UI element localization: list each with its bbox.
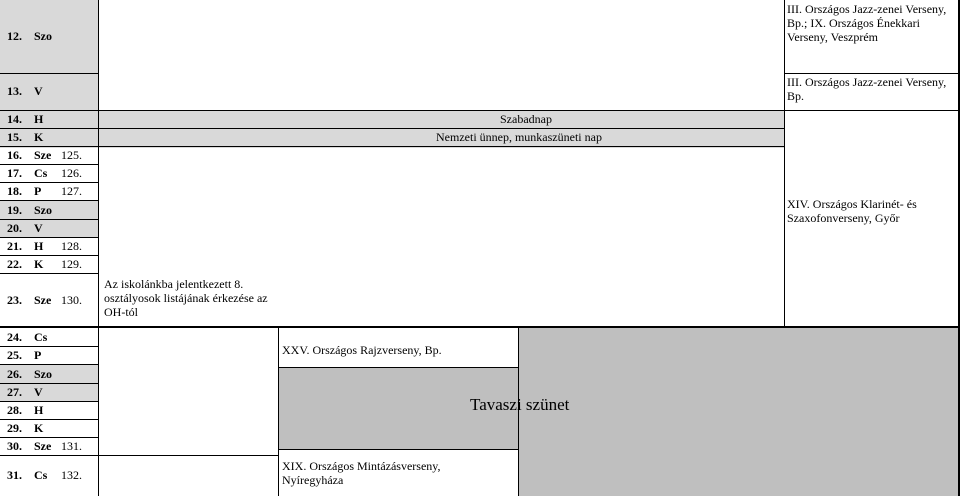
day-num: 31. — [7, 468, 22, 482]
event-jazz: III. Országos Jazz-zenei Verseny, Bp. — [787, 75, 947, 103]
day-num: 12. — [7, 29, 22, 43]
day-name: Sze — [34, 439, 52, 453]
day-name: V — [34, 84, 43, 98]
day-name: H — [34, 112, 44, 126]
event-rajzverseny: XXV. Országos Rajzverseny, Bp. — [282, 343, 442, 357]
day-count: 125. — [61, 148, 82, 162]
day-count: 129. — [61, 257, 82, 271]
event-szabadnap: Szabadnap — [500, 112, 552, 126]
day-count: 130. — [61, 293, 82, 307]
day-num: 29. — [7, 421, 22, 435]
day-name: P — [34, 348, 42, 362]
day-name: Sze — [34, 293, 52, 307]
day-count: 126. — [61, 166, 82, 180]
day-num: 22. — [7, 257, 22, 271]
day-name: V — [34, 385, 43, 399]
day-name: Szo — [34, 29, 52, 43]
day-count: 127. — [61, 184, 82, 198]
day-num: 21. — [7, 239, 22, 253]
day-name: P — [34, 184, 42, 198]
day-num: 23. — [7, 293, 22, 307]
day-num: 20. — [7, 221, 22, 235]
day-name: Szo — [34, 367, 52, 381]
day-count: 128. — [61, 239, 82, 253]
day-name: V — [34, 221, 43, 235]
day-name: Cs — [34, 330, 48, 344]
day-num: 16. — [7, 148, 22, 162]
day-num: 17. — [7, 166, 22, 180]
event-mintazasverseny: XIX. Országos Mintázásverseny, Nyíregyháza — [282, 459, 441, 487]
day-name: K — [34, 257, 44, 271]
day-name: Sze — [34, 148, 52, 162]
day-name: Szo — [34, 203, 52, 217]
event-tavaszi-szunet: Tavaszi szünet — [470, 395, 570, 414]
day-num: 26. — [7, 367, 22, 381]
day-count: 131. — [61, 439, 82, 453]
day-num: 27. — [7, 385, 22, 399]
event-klarinet: XIV. Országos Klarinét- és Szaxofonverseny, Győr — [787, 197, 917, 225]
day-num: 24. — [7, 330, 22, 344]
day-count: 132. — [61, 468, 82, 482]
day-name: K — [34, 421, 44, 435]
event-jazz-enekkari: III. Országos Jazz-zenei Verseny, Bp.; IX. Országos Énekkari Verseny, Veszprém — [787, 2, 947, 44]
holiday-shade-14-15 — [0, 110, 784, 148]
day-num: 13. — [7, 84, 22, 98]
day-num: 18. — [7, 184, 22, 198]
day-num: 25. — [7, 348, 22, 362]
event-nemzeti-unnep: Nemzeti ünnep, munkaszüneti nap — [436, 130, 602, 144]
day-num: 19. — [7, 203, 22, 217]
day-name: K — [34, 130, 44, 144]
day-name: H — [34, 403, 44, 417]
day-name: Cs — [34, 166, 48, 180]
spring-break-band — [518, 327, 960, 496]
day-num: 28. — [7, 403, 22, 417]
day-name: H — [34, 239, 44, 253]
day-num: 14. — [7, 112, 22, 126]
event-oh-lista: Az iskolánkba jelentkezett 8. osztályosok listájának érkezése az OH-tól — [104, 277, 268, 319]
day-num: 15. — [7, 130, 22, 144]
day-name: Cs — [34, 468, 48, 482]
day-num: 30. — [7, 439, 22, 453]
